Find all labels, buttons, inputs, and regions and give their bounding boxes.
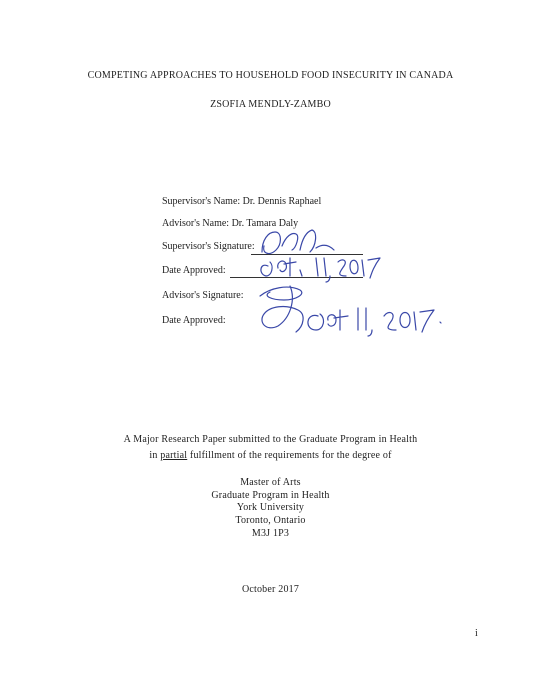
advisor-name: Advisor's Name: Dr. Tamara Daly [162,218,299,229]
program-name: Graduate Program in Health [211,490,330,501]
supervisor-name: Supervisor's Name: Dr. Dennis Raphael [162,196,322,207]
submission-line-2 [0,450,541,461]
submission-line-2-prefix: in [149,450,161,461]
author-name: ZSOFIA MENDLY-ZAMBO [210,99,331,110]
advisor-signature-stroke [260,286,303,332]
submission-line-1: A Major Research Paper submitted to the Graduate Program in Health [123,434,418,445]
date-approved-ink-2 [308,308,441,336]
date-approved-label-2: Date Approved: [162,315,226,326]
degree-name: Master of Arts [240,477,301,488]
document-title: COMPETING APPROACHES TO HOUSEHOLD FOOD INSECURITY IN CANADA [87,70,454,81]
date-approved-label-1: Date Approved: [162,265,226,276]
submission-line-2-suffix: fulfillment of the requirements for the degree of [187,450,392,461]
city-name: Toronto, Ontario [235,515,306,526]
postal-code: M3J 1P3 [251,528,290,539]
supervisor-signature-label: Supervisor's Signature: [162,241,255,252]
advisor-signature-label: Advisor's Signature: [162,290,244,301]
date-approved-ink-1 [261,258,380,282]
page-number: i [475,628,478,639]
university-name: York University [236,502,305,513]
supervisor-signature-stroke [262,230,334,253]
submission-partial-underlined: partial [160,450,188,461]
submission-date: October 2017 [241,584,300,595]
